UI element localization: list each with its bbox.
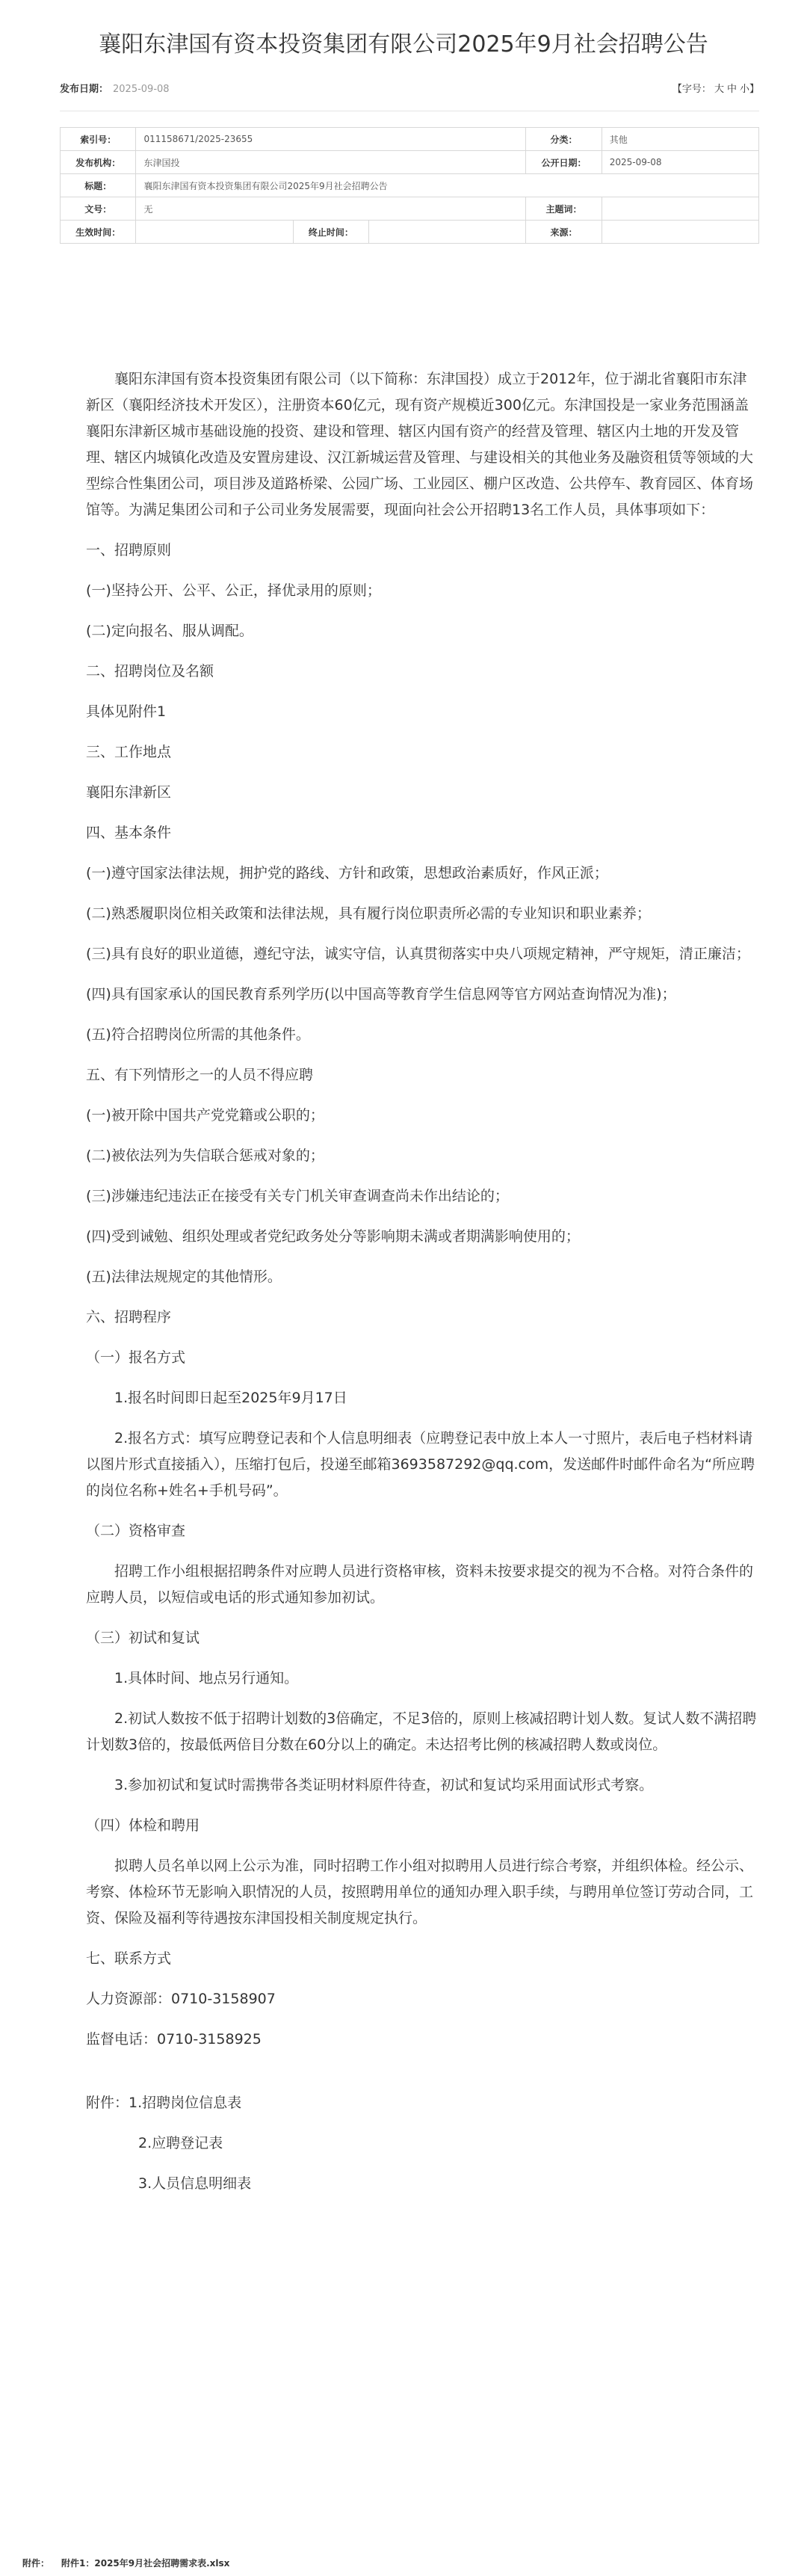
index-value: 011158671/2025-23655 [136,128,526,151]
attachment-footer-label: 附件： [22,2558,50,2569]
font-size-small-button[interactable]: 小 [739,84,749,95]
section-heading: 二、招聘岗位及名额 [86,663,214,680]
font-size-close: 】 [749,84,759,95]
subsection-heading: （四）体检和聘用 [86,1817,200,1834]
subsection-heading: （三）初试和复试 [86,1630,200,1646]
paragraph: 3.参加初试和复试时需携带各类证明材料原件待查，初试和复试均采用面试形式考察。 [114,1777,654,1793]
paragraph: 2.报名方式：填写应聘登记表和个人信息明细表（应聘登记表中放上本人一寸照片，表后电子档材料请以图片形式直接插入），压缩打包后，投递至邮箱3693587292@qq.com，发送邮件时邮件命名为“所应聘的岗位名称+姓名+手机号码”。 [86,1430,755,1499]
source-label: 来源： [526,221,602,244]
category-label: 分类： [526,128,602,151]
subject-value: 襄阳东津国有资本投资集团有限公司2025年9月社会招聘公告 [136,174,759,197]
category-value: 其他 [602,128,758,151]
meta-row [60,81,759,102]
attachment-item: 2.应聘登记表 [138,2135,223,2151]
end-label: 终止时间： [293,221,368,244]
article-body [86,366,758,2211]
keyword-label: 主题词： [526,197,602,221]
font-size-control [672,81,759,95]
doc-no-value: 无 [136,197,526,221]
paragraph: 1.具体时间、地点另行通知。 [114,1670,299,1686]
keyword-value [602,197,758,221]
font-size-label: 【字号： [672,84,711,95]
doc-no-label: 文号： [61,197,136,221]
section-heading: 五、有下列情形之一的人员不得应聘 [86,1067,314,1083]
subsection-heading: （二）资格审查 [86,1523,186,1539]
paragraph: (一)坚持公开、公平、公正，择优录用的原则； [86,582,381,599]
public-date-label: 公开日期： [526,151,602,174]
section-heading: 四、基本条件 [86,825,172,841]
org-label: 发布机构： [61,151,136,174]
public-date-value: 2025-09-08 [602,151,758,174]
paragraph: (二)熟悉履职岗位相关政策和法律法规，具有履行岗位职责所必需的专业知识和职业素养； [86,905,651,922]
paragraph: 襄阳东津新区 [86,784,172,801]
paragraph: (一)遵守国家法律法规，拥护党的路线、方针和政策，思想政治素质好，作风正派； [86,865,608,881]
font-size-large-button[interactable]: 大 [714,84,724,95]
publish-date: 2025-09-08 [113,84,170,95]
paragraph: (一)被开除中国共产党党籍或公职的； [86,1107,324,1124]
contact-hr: 人力资源部：0710-3158907 [86,1991,276,2007]
font-size-medium-button[interactable]: 中 [726,84,737,95]
subject-label: 标题： [61,174,136,197]
index-label: 索引号： [61,128,136,151]
publish-date-label: 发布日期： [60,84,109,95]
org-value: 东津国投 [136,151,526,174]
paragraph: (三)具有良好的职业道德，遵纪守法，诚实守信，认真贯彻落实中央八项规定精神，严守规矩，清正廉洁； [86,946,750,962]
attachment-item: 附件：1.招聘岗位信息表 [86,2095,242,2111]
intro-paragraph: 襄阳东津国有资本投资集团有限公司（以下简称：东津国投）成立于2012年，位于湖北省襄阳市东津新区（襄阳经济技术开发区），注册资本60亿元，现有资产规模近300亿元。东津国投是一家业务范围涵盖襄阳东津新区城市基础设施的投资、建设和管理、辖区内国有资产的经营及管理、辖区内土地的开发及管理、辖区内城镇化改造及安置房建设、汉江新城运营及管理、与建设相关的其他业务及融资租赁等领域的大型综合性集团公司，项目涉及道路桥梁、公园广场、工业园区、棚户区改造、公共停车、教育园区、体育场馆等。为满足集团公司和子公司业务发展需要，现面向社会公开招聘13名工作人员，具体事项如下： [86,371,754,518]
paragraph: (四)受到诫勉、组织处理或者党纪政务处分等影响期未满或者期满影响使用的； [86,1228,580,1245]
paragraph: (四)具有国家承认的国民教育系列学历(以中国高等教育学生信息网等官方网站查询情况为准)； [86,986,676,1002]
effective-value [136,221,293,244]
paragraph: (三)涉嫌违纪违法正在接受有关专门机关审查调查尚未作出结论的； [86,1188,509,1204]
paragraph: (五)符合招聘岗位所需的其他条件。 [86,1026,310,1043]
section-heading: 六、招聘程序 [86,1309,172,1325]
attachment-footer [22,2557,229,2569]
info-table [60,127,759,244]
attachment-item: 3.人员信息明细表 [138,2175,252,2192]
section-heading: 三、工作地点 [86,744,172,760]
section-heading: 七、联系方式 [86,1950,172,1967]
paragraph: 2.初试人数按不低于招聘计划数的3倍确定，不足3倍的，原则上核减招聘计划人数。复试人数不满招聘计划数3倍的，按最低两倍目分数在60分以上的确定。未达招考比例的核减招聘人数或岗位。 [86,1710,757,1753]
paragraph: (二)被依法列为失信联合惩戒对象的； [86,1147,324,1164]
contact-supervision: 监督电话：0710-3158925 [86,2031,262,2047]
paragraph: (二)定向报名、服从调配。 [86,623,253,639]
attachment-file-link[interactable]: 附件1：2025年9月社会招聘需求表.xlsx [61,2558,230,2569]
paragraph: 1.报名时间即日起至2025年9月17日 [114,1390,347,1406]
end-value [369,221,526,244]
section-heading: 一、招聘原则 [86,542,172,558]
paragraph: (五)法律法规规定的其他情形。 [86,1269,282,1285]
paragraph: 招聘工作小组根据招聘条件对应聘人员进行资格审核，资料未按要求提交的视为不合格。对符合条件的应聘人员，以短信或电话的形式通知参加初试。 [86,1563,754,1606]
effective-label: 生效时间： [61,221,136,244]
paragraph: 拟聘人员名单以网上公示为准，同时招聘工作小组对拟聘用人员进行综合考察，并组织体检。经公示、考察、体检环节无影响入职情况的人员，按照聘用单位的通知办理入职手续，与聘用单位签订劳动合同，工资、保险及福利等待遇按东津国投相关制度规定执行。 [86,1858,754,1926]
page-title: 襄阳东津国有资本投资集团有限公司2025年9月社会招聘公告 [99,31,708,58]
attachment-list [86,2090,758,2197]
source-value [602,221,758,244]
paragraph: 具体见附件1 [86,703,167,720]
subsection-heading: （一）报名方式 [86,1349,186,1366]
